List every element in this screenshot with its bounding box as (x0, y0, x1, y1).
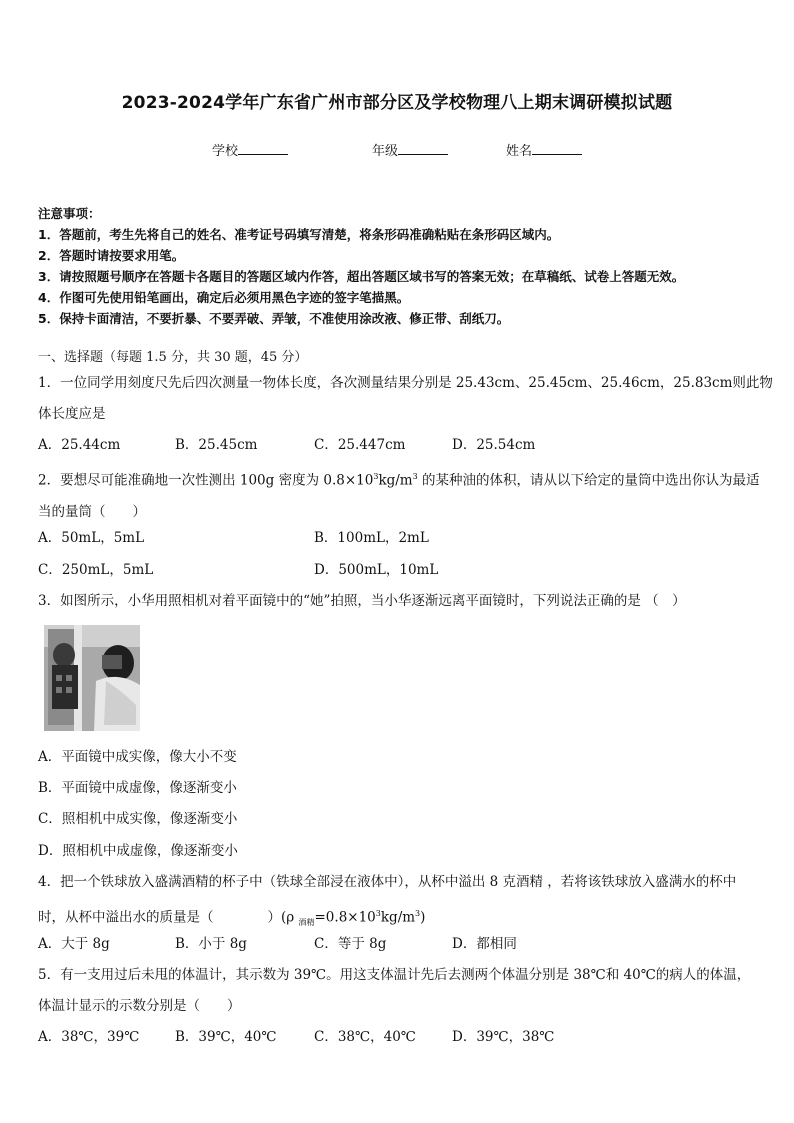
text-part: ) (420, 909, 426, 926)
text-part: 的某种油的体积，请从以下给定的量筒中选出你认为最适 (417, 472, 760, 489)
page-title: 2023-2024学年广东省广州市部分区及学校物理八上期末调研模拟试题 (121, 93, 673, 113)
option-b[interactable]: B．平面镜中成虚像，像逐渐变小 (38, 780, 237, 796)
question-2 (38, 461, 760, 528)
text-part: 时，从杯中溢出水的质量是（ ）(ρ (38, 909, 299, 926)
question-text: 3．如图所示，小华用照相机对着平面镜中的“她”拍照，当小华逐渐远离平面镜时，下列说法正确的是 （ ） (38, 593, 686, 609)
notice-list (38, 224, 768, 329)
option-d[interactable]: D．500mL，10mL (314, 562, 439, 578)
option-b[interactable]: B．100mL，2mL (314, 530, 429, 546)
school-field[interactable] (212, 140, 288, 159)
notice-title: 注意事项： (38, 206, 101, 221)
name-blank (532, 142, 582, 155)
option-c[interactable]: C．25.447cm (314, 437, 406, 453)
option-b[interactable]: B．小于 8g (175, 936, 247, 952)
option-a[interactable]: A．50mL，5mL (38, 530, 145, 546)
question-2-options-row2 (38, 555, 760, 586)
question-1-options (38, 430, 760, 461)
question-text (38, 461, 760, 497)
exponent: 3 (375, 909, 381, 918)
question-4-options (38, 929, 760, 960)
notice-item: 1．答题前，考生先将自己的姓名、准考证号码填写清楚，将条形码准确粘贴在条形码区域内。 (38, 227, 560, 242)
option-d[interactable]: D．都相同 (452, 936, 517, 952)
option-c[interactable]: C．38℃，40℃ (314, 1029, 416, 1045)
school-blank (238, 142, 288, 155)
name-label: 姓名 (506, 144, 533, 159)
option-d[interactable]: D．25.54cm (452, 437, 536, 453)
notice-item: 3．请按照题号顺序在答题卡各题目的答题区域内作答，超出答题区域书写的答案无效；在草稿纸、试卷上答题无效。 (38, 269, 685, 284)
option-a[interactable]: A．25.44cm (38, 437, 121, 453)
grade-label: 年级 (372, 144, 399, 159)
exponent: 3 (412, 472, 418, 481)
question-text: 4．把一个铁球放入盛满酒精的杯子中（铁球全部浸在液体中），从杯中溢出 8 克酒精 ，若将该铁球放入盛满水的杯中 (38, 874, 737, 890)
grade-blank (398, 142, 448, 155)
option-d[interactable]: D．照相机中成虚像，像逐渐变小 (38, 843, 238, 859)
question-4 (38, 867, 760, 938)
text-part: kg/m (380, 909, 416, 926)
option-b[interactable]: B．25.45cm (175, 437, 258, 453)
option-a[interactable]: A．38℃，39℃ (38, 1029, 140, 1045)
subscript: 酒精 (298, 918, 315, 928)
option-a[interactable]: A．大于 8g (38, 936, 110, 952)
option-c[interactable]: C．等于 8g (314, 936, 387, 952)
question-text: 体温计显示的示数分别是（ ） (38, 998, 241, 1014)
option-c[interactable]: C．照相机中成实像，像逐渐变小 (38, 811, 238, 827)
name-field[interactable] (506, 140, 582, 159)
notice-item: 2．答题时请按要求用笔。 (38, 248, 185, 263)
text-part: 2．要想尽可能准确地一次性测出 100g 密度为 0.8×10 (38, 472, 374, 489)
question-text: 当的量筒（ ） (38, 503, 146, 520)
option-d[interactable]: D．39℃，38℃ (452, 1029, 555, 1045)
question-3 (38, 586, 760, 617)
grade-field[interactable] (372, 140, 448, 159)
question-5-options (38, 1022, 760, 1053)
option-a[interactable]: A．平面镜中成实像，像大小不变 (38, 749, 237, 765)
text-part: kg/m (378, 472, 413, 489)
option-c[interactable]: C．250mL，5mL (38, 562, 154, 578)
question-1 (38, 368, 773, 430)
text-part: =0.8×10 (314, 909, 376, 926)
mirror-camera-photo (44, 625, 140, 731)
question-text: 体长度应是 (38, 406, 106, 422)
notice-item: 5．保持卡面清洁，不要折暴、不要弄破、弄皱，不准使用涂改液、修正带、刮纸刀。 (38, 311, 510, 326)
option-b[interactable]: B．39℃，40℃ (175, 1029, 277, 1045)
exponent: 3 (373, 472, 379, 481)
section-heading: 一、选择题（每题 1.5 分，共 30 题，45 分） (38, 350, 308, 365)
question-text: 1．一位同学用刻度尺先后四次测量一物体长度，各次测量结果分别是 25.43cm、25.45cm、25.46cm，25.83cm则此物 (38, 375, 773, 391)
school-label: 学校 (212, 144, 239, 159)
question-text: 5．有一支用过后未甩的体温计，其示数为 39℃。用这支体温计先后去测两个体温分别是 38℃和 40℃的病人的体温， (38, 967, 751, 983)
photo-illustration (44, 625, 140, 731)
exponent: 3 (415, 909, 421, 918)
question-5 (38, 960, 760, 1022)
question-2-options-row1 (38, 523, 760, 554)
notice-item: 4．作图可先使用铅笔画出，确定后必须用黑色字迹的签字笔描黑。 (38, 290, 410, 305)
student-info-row (0, 140, 794, 160)
